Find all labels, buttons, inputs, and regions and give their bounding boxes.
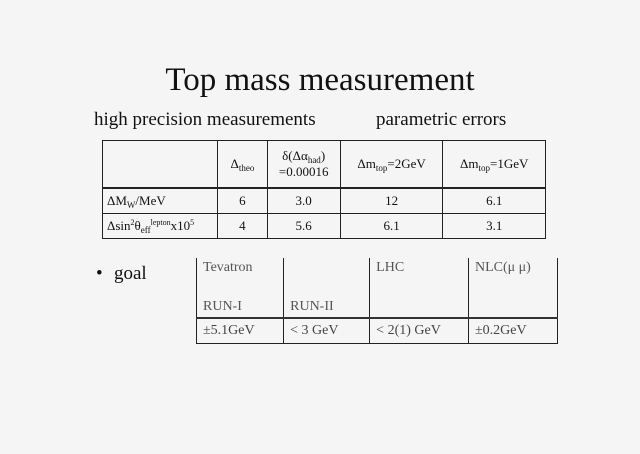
label-subscript: W <box>126 200 136 210</box>
table-cell: 6 <box>218 188 267 214</box>
label-text: θ <box>134 218 141 233</box>
goal-cell: RUN-II <box>284 291 370 319</box>
header-dmtop-1gev <box>443 141 546 189</box>
table-cell: 4 <box>218 214 267 239</box>
header-subscript: theo <box>238 163 255 173</box>
table-row <box>103 214 546 239</box>
goal-cell: Tevatron <box>197 258 284 291</box>
header-text: =1GeV <box>490 156 529 171</box>
row-label-delta-sin2theta <box>103 214 218 239</box>
goal-cell: ±0.2GeV <box>468 318 557 344</box>
goal-cell: < 3 GeV <box>284 318 370 344</box>
table-cell: 6.1 <box>340 214 443 239</box>
subtitle-parametric-errors: parametric errors <box>376 109 507 130</box>
header-value: =0.00016 <box>278 164 329 179</box>
header-delta-alpha <box>267 141 340 189</box>
goal-cell: ±5.1GeV <box>197 318 284 344</box>
header-subscript: had <box>307 155 321 165</box>
header-subscript: top <box>375 163 388 173</box>
goal-table <box>196 258 558 344</box>
header-text: Δ <box>230 156 239 171</box>
header-subscript: top <box>478 163 490 173</box>
goal-cell <box>284 258 370 291</box>
goal-cell: RUN-I <box>197 291 284 319</box>
goal-row-experiments <box>197 258 558 291</box>
label-text: Δsin <box>107 218 131 233</box>
label-superscript: 5 <box>190 218 195 227</box>
table-row <box>103 188 546 214</box>
bullet-icon: • <box>96 263 103 284</box>
header-delta-theo <box>218 141 267 189</box>
label-subscript: eff <box>140 225 151 235</box>
row-label-delta-mw <box>103 188 218 214</box>
goal-cell: < 2(1) GeV <box>370 318 469 344</box>
label-superscript: 2 <box>130 218 135 227</box>
goal-cell: LHC <box>370 258 469 291</box>
header-text: δ(Δα <box>282 148 308 163</box>
label-text: /MeV <box>135 193 166 208</box>
slide-title: Top mass measurement <box>165 62 475 98</box>
table-cell: 3.0 <box>267 188 340 214</box>
goal-row-runs <box>197 291 558 319</box>
table-cell: 12 <box>340 188 443 214</box>
goal-row-precision <box>197 318 558 344</box>
precision-table <box>102 140 546 239</box>
subtitle-high-precision: high precision measurements <box>94 109 316 130</box>
table-cell: 3.1 <box>443 214 546 239</box>
bullet-text: goal <box>114 263 147 284</box>
table-cell: 6.1 <box>443 188 546 214</box>
table-cell: 5.6 <box>267 214 340 239</box>
goal-cell <box>370 291 469 319</box>
label-text: x10 <box>170 218 191 233</box>
header-dmtop-2gev <box>340 141 443 189</box>
header-text: ) <box>320 148 326 163</box>
goal-cell: NLC(μ μ) <box>468 258 557 291</box>
label-superscript: lepton <box>150 218 171 227</box>
goal-cell <box>468 291 557 319</box>
label-text: ΔM <box>107 193 127 208</box>
header-text: Δm <box>460 156 479 171</box>
bullet-goal <box>96 262 147 286</box>
table-corner-cell <box>103 141 218 189</box>
header-text: =2GeV <box>387 156 426 171</box>
header-text: Δm <box>357 156 376 171</box>
table-header-row <box>103 141 546 189</box>
